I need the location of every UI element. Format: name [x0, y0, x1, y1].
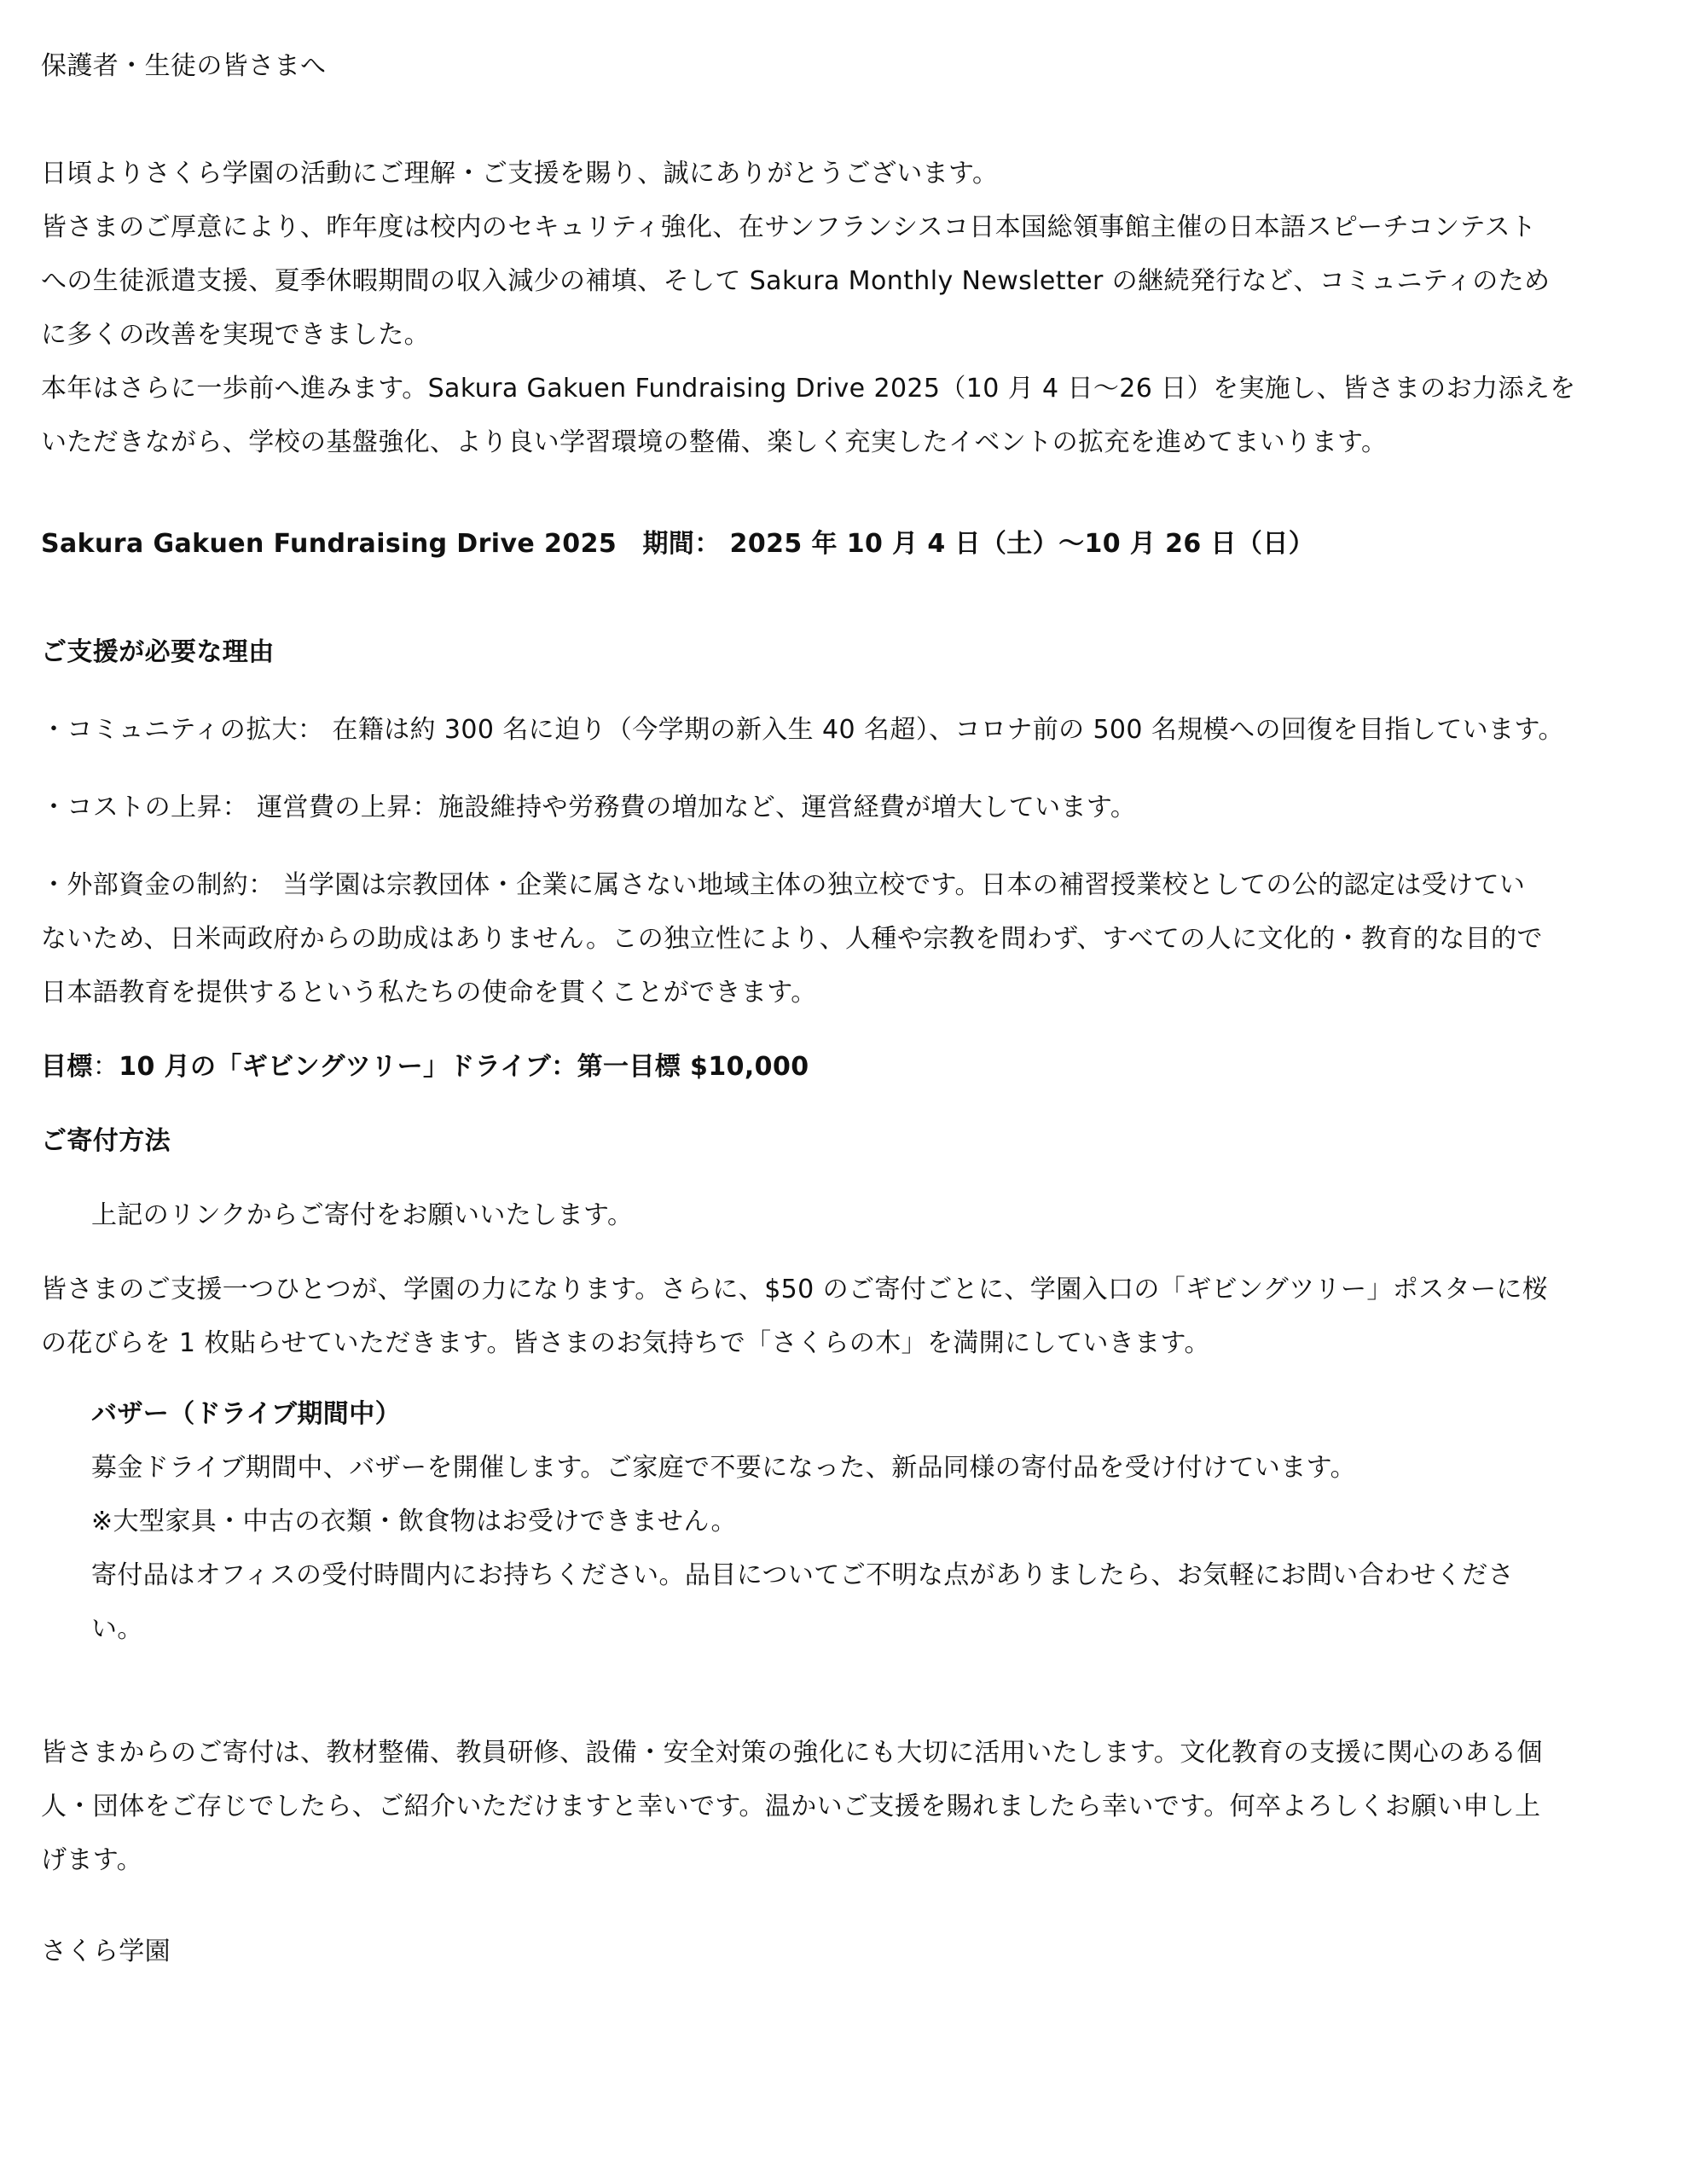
donation-line: の花びらを 1 枚貼らせていただきます。皆さまのお気持ちで「さくらの木」を満開にしていきます。	[41, 1328, 1210, 1358]
bazaar-heading: バザー（ドライブ期間中）	[91, 1399, 401, 1429]
how-heading: ご寄付方法	[41, 1126, 171, 1156]
reasons-heading: ご支援が必要な理由	[41, 637, 275, 667]
goal-separator: ：	[92, 1052, 119, 1082]
closing-line: げます。	[41, 1845, 143, 1875]
reason-item-funding	[41, 858, 1646, 1019]
bazaar-line: ※大型家具・中古の衣類・飲食物はお受けできません。	[91, 1507, 737, 1536]
goal-label: 目標	[41, 1052, 93, 1082]
drive-title: Sakura Gakuen Fundraising Drive 2025 期間： 2025 年 10 月 4 日（土）～10 月 26 日（日）	[41, 529, 1315, 559]
intro-line: 本年はさらに一歩前へ進みます。Sakura Gakuen Fundraising Drive 2025（10 月 4 日～26 日）を実施し、皆さまのお力添えを	[41, 374, 1576, 404]
reason-line: ・外部資金の制約： 当学園は宗教団体・企業に属さない地域主体の独立校です。日本の補習授業校としての公的認定は受けてい	[41, 870, 1526, 900]
bazaar-section	[41, 1387, 1646, 1656]
intro-line: への生徒派遣支援、夏季休暇期間の収入減少の補填、そして Sakura Monthly Newsletter の継続発行など、コミュニティのため	[41, 266, 1551, 296]
bazaar-line: い。	[91, 1614, 143, 1644]
reason-line: 日本語教育を提供するという私たちの使命を貫くことができます。	[41, 978, 817, 1008]
intro-line: 皆さまのご厚意により、昨年度は校内のセキュリティ強化、在サンフランシスコ日本国総領事館主催の日本語スピーチコンテスト	[41, 212, 1537, 242]
intro-paragraph	[41, 147, 1646, 469]
intro-line: いただきながら、学校の基盤強化、より良い学習環境の整備、楽しく充実したイベントの拡充を進めてまいります。	[41, 427, 1388, 457]
closing-line: 皆さまからのご寄付は、教材整備、教員研修、設備・安全対策の強化にも大切に活用いたします。文化教育の支援に関心のある個	[41, 1738, 1543, 1768]
intro-line: に多くの改善を実現できました。	[41, 320, 430, 350]
goal-text: 10 月の「ギビングツリー」ドライブ：第一目標 $10,000	[119, 1052, 809, 1082]
signature: さくら学園	[41, 1937, 171, 1966]
closing-paragraph	[41, 1726, 1646, 1887]
donation-link-note: 上記のリンクからご寄付をお願いいたします。	[91, 1200, 634, 1230]
donation-line: 皆さまのご支援一つひとつが、学園の力になります。さらに、$50 のご寄付ごとに、学園入口の「ギビングツリー」ポスターに桜	[41, 1275, 1549, 1304]
bazaar-line: 募金ドライブ期間中、バザーを開催します。ご家庭で不要になった、新品同様の寄付品を受け付けています。	[91, 1453, 1356, 1483]
bazaar-line: 寄付品はオフィスの受付時間内にお持ちください。品目についてご不明な点がありましたら、お気軽にお問い合わせくださ	[91, 1560, 1515, 1590]
reason-item-cost: ・コストの上昇： 運営費の上昇：施設維持や労務費の増加など、運営経費が増大しています。	[41, 793, 1137, 822]
reason-line: ないため、日米両政府からの助成はありません。この独立性により、人種や宗教を問わず、すべての人に文化的・教育的な目的で	[41, 924, 1543, 954]
goal-line	[41, 1040, 1646, 1094]
salutation: 保護者・生徒の皆さまへ	[41, 51, 327, 81]
closing-line: 人・団体をご存じでしたら、ご紹介いただけますと幸いです。温かいご支援を賜れましたら幸いです。何卒よろしくお願い申し上	[41, 1792, 1541, 1821]
reason-item-community: ・コミュニティの拡大： 在籍は約 300 名に迫り（今学期の新入生 40 名超）、コロナ前の 500 名規模への回復を目指しています。	[41, 715, 1564, 745]
donation-paragraph	[41, 1263, 1646, 1370]
intro-line: 日頃よりさくら学園の活動にご理解・ご支援を賜り、誠にありがとうございます。	[41, 159, 999, 189]
